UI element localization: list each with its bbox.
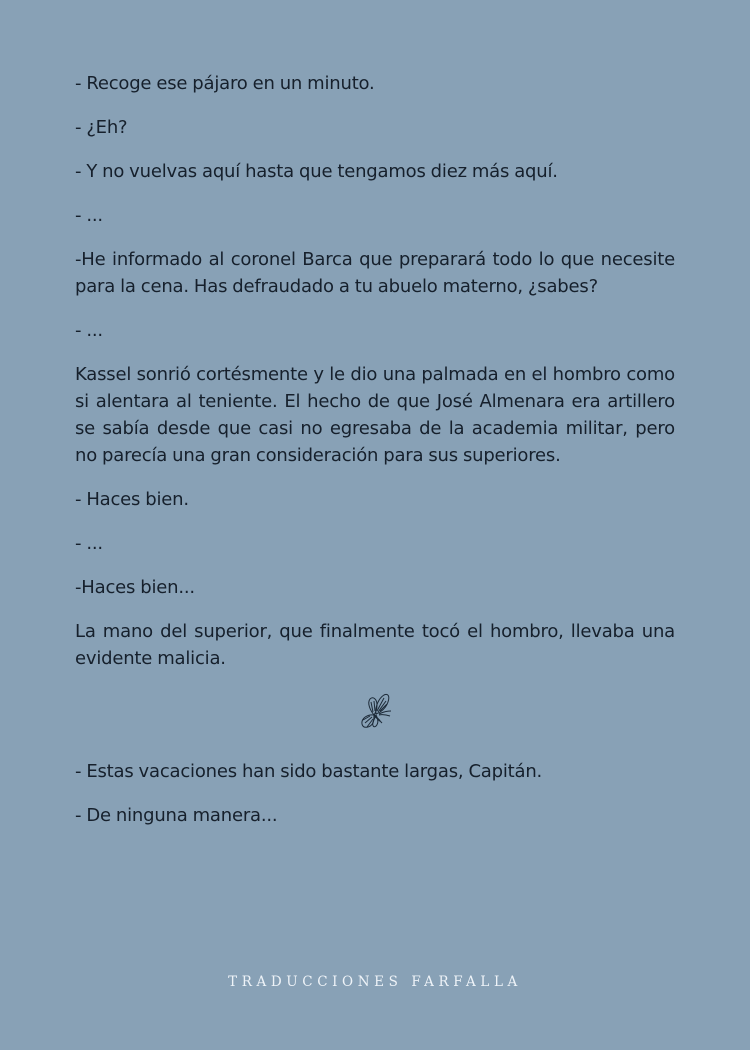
dialogue-line: - Y no vuelvas aquí hasta que tengamos diez más aquí. bbox=[75, 161, 558, 182]
dialogue-line: -Haces bien... bbox=[75, 577, 195, 598]
dialogue-line: - ... bbox=[75, 205, 103, 226]
dialogue-line: - Estas vacaciones han sido bastante largas, Capitán. bbox=[75, 761, 543, 782]
dialogue-line: - ¿Eh? bbox=[75, 117, 128, 138]
butterfly-icon bbox=[353, 690, 397, 734]
section-break bbox=[75, 690, 675, 734]
dialogue-line: - ... bbox=[75, 320, 103, 341]
dialogue-paragraph: -He informado al coronel Barca que preparará todo lo que necesite para la cena. Has defraudado a tu abuelo materno, ¿sabes? bbox=[75, 249, 675, 297]
narrative-paragraph: La mano del superior, que finalmente tocó el hombro, llevaba una evidente malicia. bbox=[75, 621, 675, 669]
narrative-paragraph: Kassel sonrió cortésmente y le dio una palmada en el hombro como si alentara al teniente. El hecho de que José Almenara era artillero se sabía desde que casi no egresaba de la academia militar, pero no parecía una gran consideración para sus superiores. bbox=[75, 364, 675, 466]
document-page bbox=[75, 70, 675, 846]
publisher-footer: TRADUCCIONES FARFALLA bbox=[228, 974, 522, 990]
dialogue-line: - Recoge ese pájaro en un minuto. bbox=[75, 73, 375, 94]
dialogue-line: - ... bbox=[75, 533, 103, 554]
dialogue-line: - De ninguna manera... bbox=[75, 805, 278, 826]
dialogue-line: - Haces bien. bbox=[75, 489, 189, 510]
